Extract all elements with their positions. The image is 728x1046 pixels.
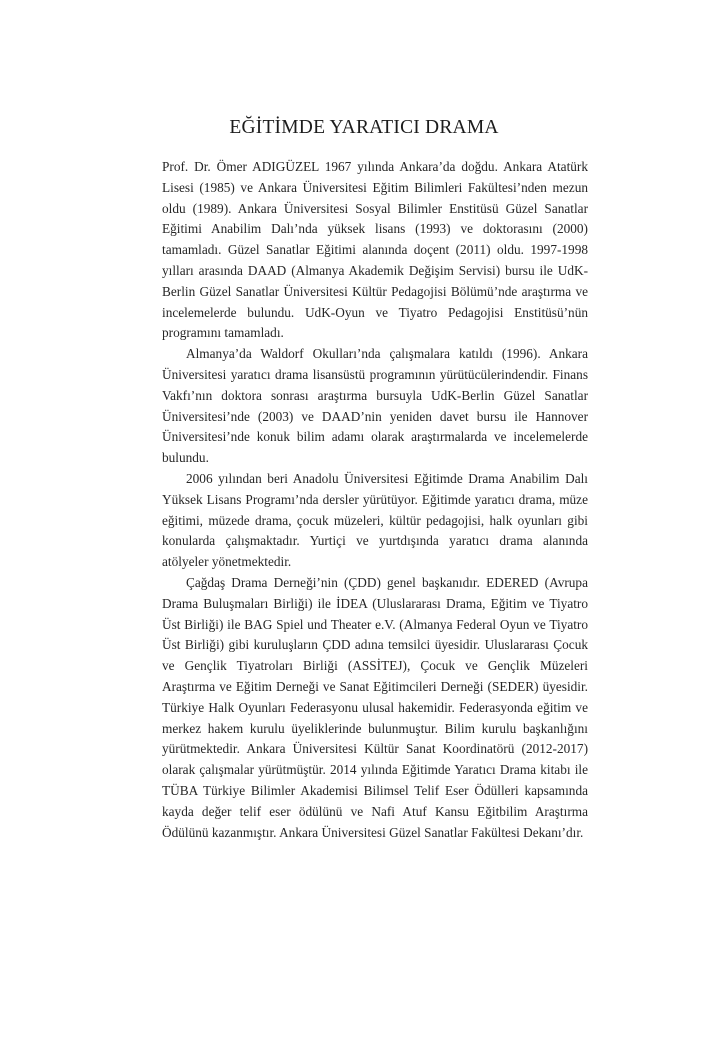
paragraph-3: 2006 yılından beri Anadolu Üniversitesi Eğitimde Drama Anabilim Dalı Yüksek Lisans Programı’nda dersler yürütüyor. Eğitimde yaratıcı drama, müze eğitimi, müzede drama, çocuk müzeleri, kültür pedagojisi, halk oyunları gibi konularda çalışmaktadır. Yurtiçi ve yurtdışında yaratıcı drama alanında atölyeler yönetmektedir. <box>162 470 588 570</box>
paragraph-2: Almanya’da Waldorf Okulları’nda çalışmalara katıldı (1996). Ankara Üniversitesi yaratıcı drama lisansüstü programının yürütücülerindendir. Finans Vakfı’nın doktora sonrası araştırma bursuyla UdK-Berlin Güzel Sanatlar Üniversitesi’nde (2003) ve DAAD’nin yeniden davet bursu ile Hannover Üniversitesi’nde konuk bilim adamı olarak araştırmalarda ve incelemelerde bulundu. <box>162 346 588 466</box>
author-biography <box>162 157 588 843</box>
paragraph-4: Çağdaş Drama Derneği’nin (ÇDD) genel başkanıdır. EDERED (Avrupa Drama Buluşmaları Birliği) ile İDEA (Uluslararası Drama, Eğitim ve Tiyatro Üst Birliği) ile BAG Spiel und Theater e.V. (Almanya Federal Oyun ve Tiyatro Üst Birliği) gibi kuruluşların ÇDD adına temsilci üyesidir. Uluslararası Çocuk ve Gençlik Tiyatroları Birliği (ASSİTEJ), Çocuk ve Gençlik Müzeleri Araştırma ve Eğitim Derneği ve Sanat Eğitimcileri Derneği (SEDER) üyesidir. Türkiye Halk Oyunları Federasyonu ulusal hakemidir. Federasyonda eğitim ve merkez hakem kurulu üyeliklerinde bulunmuştur. Bilim kurulu başkanlığını yürütmektedir. Ankara Üniversitesi Kültür Sanat Koordinatörü (2012-2017) olarak çalışmalar yürütmüştür. 2014 yılında Eğitimde Yaratıcı Drama kitabı ile TÜBA Türkiye Bilimler Akademisi Bilimsel Telif Eser Ödülleri kapsamında kayda değer telif eser ödülünü ve Nafi Atuf Kansu Eğitbilim Araştırma Ödülünü kazanmıştır. Ankara Üniversitesi Güzel Sanatlar Fakültesi Dekanı’dır. <box>162 574 588 840</box>
page-title: EĞİTİMDE YARATICI DRAMA <box>229 117 499 138</box>
paragraph-1: Prof. Dr. Ömer ADIGÜZEL 1967 yılında Ankara’da doğdu. Ankara Atatürk Lisesi (1985) ve Ankara Üniversitesi Eğitim Bilimleri Fakültesi’nden mezun oldu (1989). Ankara Üniversitesi Sosyal Bilimler Enstitüsü Güzel Sanatlar Eğitimi Anabilim Dalı’nda yüksek lisans (1993) ve doktorasını (2000) tamamladı. Güzel Sanatlar Eğitimi alanında doçent (2011) oldu. 1997-1998 yılları arasında DAAD (Almanya Akademik Değişim Servisi) bursu ile UdK- Berlin Güzel Sanatlar Üniversitesi Kültür Pedagojisi Bölümü’nde araştırma ve incelemelerde bulundu. UdK-Oyun ve Tiyatro Pedagojisi Enstitüsü’nün programını tamamladı. <box>162 159 588 341</box>
